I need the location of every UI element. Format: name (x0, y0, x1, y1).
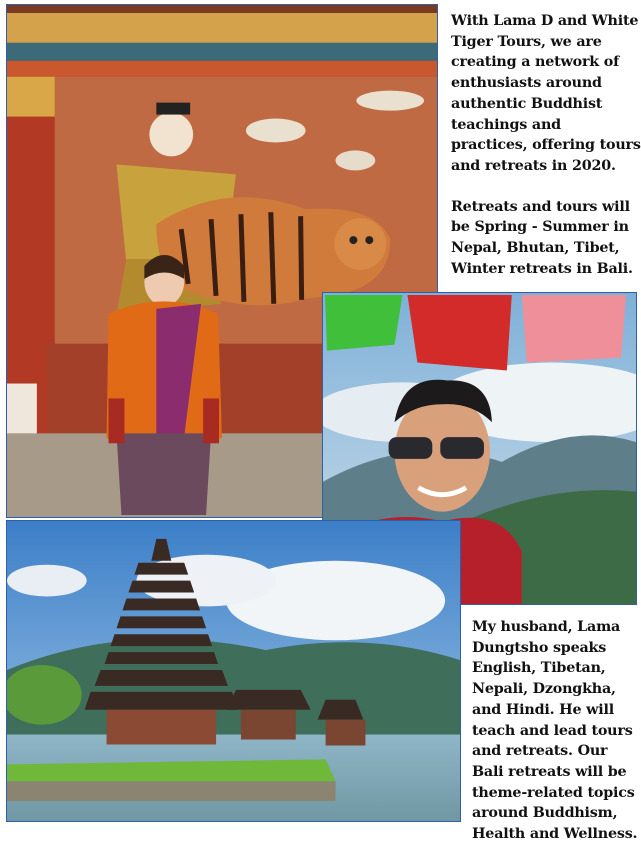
intro-paragraph-1: With Lama D and White Tiger Tours, we are creating a network of enthusiasts around authentic Buddhist teachings and practices, offering tours and retreats in 2020. (451, 13, 641, 174)
bio-text-block (472, 617, 641, 845)
intro-text-block (451, 11, 641, 279)
bali-temple-photo (6, 520, 461, 822)
bali-temple-image (7, 521, 460, 821)
paragraph-spacer (451, 177, 641, 197)
intro-paragraph-2: Retreats and tours will be Spring - Summer in Nepal, Bhutan, Tibet, Winter retreats in Bali. (451, 198, 633, 277)
bio-paragraph: My husband, Lama Dungtsho speaks English, Tibetan, Nepali, Dzongkha, and Hindi. He will teach and lead tours and retreats. Our Bali retreats will be theme-related topics around Buddhism, Health and Wellness. (472, 619, 638, 843)
